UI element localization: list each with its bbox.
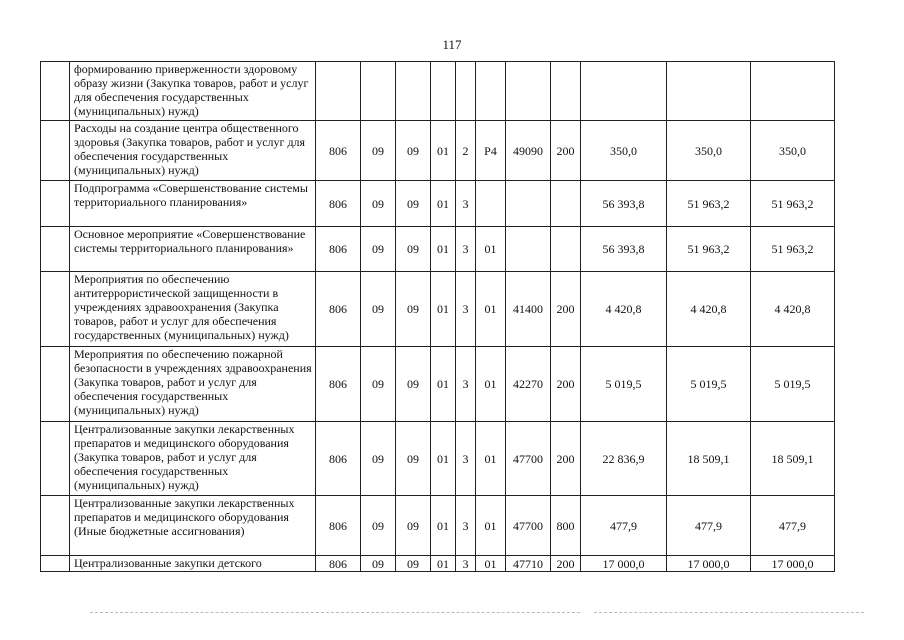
row-name: Мероприятия по обеспечению антитеррористической защищенности в учреждениях здравоохранения (Закупка товаров, работ и услуг для обеспечения государственных (муниципальных) нужд) bbox=[70, 272, 316, 347]
csr-cell-4 bbox=[506, 181, 551, 227]
csr-cell-1: 01 bbox=[431, 496, 456, 556]
page-number: 117 bbox=[442, 37, 462, 52]
rz-cell: 09 bbox=[361, 227, 396, 272]
sum-cell-2: 17 000,0 bbox=[667, 556, 751, 572]
csr-cell-1: 01 bbox=[431, 556, 456, 572]
pr-cell: 09 bbox=[396, 496, 431, 556]
rz-cell: 09 bbox=[361, 181, 396, 227]
sum-cell-3: 350,0 bbox=[751, 121, 835, 181]
table-row bbox=[41, 62, 835, 121]
ved-cell bbox=[316, 62, 361, 121]
table-row bbox=[41, 121, 835, 181]
vr-cell: 800 bbox=[551, 496, 581, 556]
csr-cell-1: 01 bbox=[431, 272, 456, 347]
ved-cell: 806 bbox=[316, 556, 361, 572]
csr-cell-2: 3 bbox=[456, 347, 476, 422]
csr-cell-1: 01 bbox=[431, 347, 456, 422]
vr-cell bbox=[551, 227, 581, 272]
table-row bbox=[41, 496, 835, 556]
rz-cell: 09 bbox=[361, 272, 396, 347]
row-name: Основное мероприятие «Совершенствование системы территориального планирования» bbox=[70, 227, 316, 272]
sum-cell-3: 5 019,5 bbox=[751, 347, 835, 422]
empty-cell bbox=[41, 272, 70, 347]
empty-cell bbox=[41, 347, 70, 422]
sum-cell-1: 5 019,5 bbox=[581, 347, 667, 422]
rz-cell: 09 bbox=[361, 496, 396, 556]
ved-cell: 806 bbox=[316, 181, 361, 227]
csr-cell-4: 47710 bbox=[506, 556, 551, 572]
csr-cell-3: 01 bbox=[476, 227, 506, 272]
csr-cell-1 bbox=[431, 62, 456, 121]
csr-cell-2: 3 bbox=[456, 422, 476, 496]
csr-cell-4: 42270 bbox=[506, 347, 551, 422]
sum-cell-2: 18 509,1 bbox=[667, 422, 751, 496]
pr-cell: 09 bbox=[396, 181, 431, 227]
sum-cell-2: 5 019,5 bbox=[667, 347, 751, 422]
csr-cell-1: 01 bbox=[431, 422, 456, 496]
empty-cell bbox=[41, 121, 70, 181]
csr-cell-2: 2 bbox=[456, 121, 476, 181]
csr-cell-2: 3 bbox=[456, 496, 476, 556]
csr-cell-3: 01 bbox=[476, 347, 506, 422]
empty-cell bbox=[41, 422, 70, 496]
table-row bbox=[41, 272, 835, 347]
csr-cell-3: P4 bbox=[476, 121, 506, 181]
csr-cell-4 bbox=[506, 227, 551, 272]
csr-cell-3: 01 bbox=[476, 496, 506, 556]
scan-edge-line bbox=[90, 612, 580, 613]
table-row bbox=[41, 181, 835, 227]
csr-cell-4 bbox=[506, 62, 551, 121]
sum-cell-2: 4 420,8 bbox=[667, 272, 751, 347]
row-name: Централизованные закупки детского bbox=[70, 556, 316, 572]
pr-cell: 09 bbox=[396, 556, 431, 572]
sum-cell-1 bbox=[581, 62, 667, 121]
table-row bbox=[41, 227, 835, 272]
csr-cell-1: 01 bbox=[431, 181, 456, 227]
table-row bbox=[41, 556, 835, 572]
csr-cell-3: 01 bbox=[476, 422, 506, 496]
csr-cell-1: 01 bbox=[431, 121, 456, 181]
table-row bbox=[41, 347, 835, 422]
csr-cell-2: 3 bbox=[456, 272, 476, 347]
vr-cell: 200 bbox=[551, 272, 581, 347]
sum-cell-2: 350,0 bbox=[667, 121, 751, 181]
table-row bbox=[41, 422, 835, 496]
ved-cell: 806 bbox=[316, 422, 361, 496]
vr-cell: 200 bbox=[551, 121, 581, 181]
ved-cell: 806 bbox=[316, 227, 361, 272]
row-name: Подпрограмма «Совершенствование системы территориального планирования» bbox=[70, 181, 316, 227]
pr-cell: 09 bbox=[396, 121, 431, 181]
sum-cell-2: 477,9 bbox=[667, 496, 751, 556]
sum-cell-3: 4 420,8 bbox=[751, 272, 835, 347]
sum-cell-2 bbox=[667, 62, 751, 121]
sum-cell-3: 51 963,2 bbox=[751, 181, 835, 227]
rz-cell bbox=[361, 62, 396, 121]
sum-cell-1: 17 000,0 bbox=[581, 556, 667, 572]
csr-cell-4: 49090 bbox=[506, 121, 551, 181]
rz-cell: 09 bbox=[361, 347, 396, 422]
csr-cell-4: 41400 bbox=[506, 272, 551, 347]
csr-cell-1: 01 bbox=[431, 227, 456, 272]
sum-cell-1: 22 836,9 bbox=[581, 422, 667, 496]
csr-cell-4: 47700 bbox=[506, 496, 551, 556]
csr-cell-2: 3 bbox=[456, 556, 476, 572]
pr-cell: 09 bbox=[396, 422, 431, 496]
ved-cell: 806 bbox=[316, 272, 361, 347]
scan-edge-line bbox=[594, 612, 864, 613]
sum-cell-3: 17 000,0 bbox=[751, 556, 835, 572]
pr-cell: 09 bbox=[396, 227, 431, 272]
sum-cell-3 bbox=[751, 62, 835, 121]
sum-cell-3: 477,9 bbox=[751, 496, 835, 556]
empty-cell bbox=[41, 227, 70, 272]
vr-cell bbox=[551, 62, 581, 121]
empty-cell bbox=[41, 496, 70, 556]
csr-cell-2: 3 bbox=[456, 227, 476, 272]
sum-cell-1: 4 420,8 bbox=[581, 272, 667, 347]
csr-cell-4: 47700 bbox=[506, 422, 551, 496]
vr-cell: 200 bbox=[551, 422, 581, 496]
csr-cell-3 bbox=[476, 181, 506, 227]
rz-cell: 09 bbox=[361, 556, 396, 572]
sum-cell-1: 56 393,8 bbox=[581, 227, 667, 272]
row-name: Централизованные закупки лекарственных препаратов и медицинского оборудования (Закупка товаров, работ и услуг для обеспечения государственных (муниципальных) нужд) bbox=[70, 422, 316, 496]
sum-cell-2: 51 963,2 bbox=[667, 227, 751, 272]
pr-cell: 09 bbox=[396, 347, 431, 422]
ved-cell: 806 bbox=[316, 121, 361, 181]
row-name: Централизованные закупки лекарственных препаратов и медицинского оборудования (Иные бюджетные ассигнования) bbox=[70, 496, 316, 556]
empty-cell bbox=[41, 62, 70, 121]
sum-cell-3: 51 963,2 bbox=[751, 227, 835, 272]
row-name: Мероприятия по обеспечению пожарной безопасности в учреждениях здравоохранения (Закупка товаров, работ и услуг для обеспечения государственных (муниципальных) нужд) bbox=[70, 347, 316, 422]
sum-cell-1: 477,9 bbox=[581, 496, 667, 556]
vr-cell: 200 bbox=[551, 347, 581, 422]
csr-cell-3 bbox=[476, 62, 506, 121]
row-name: формированию приверженности здоровому образу жизни (Закупка товаров, работ и услуг для обеспечения государственных (муниципальных) нужд) bbox=[70, 62, 316, 121]
pr-cell bbox=[396, 62, 431, 121]
vr-cell: 200 bbox=[551, 556, 581, 572]
sum-cell-3: 18 509,1 bbox=[751, 422, 835, 496]
csr-cell-2 bbox=[456, 62, 476, 121]
rz-cell: 09 bbox=[361, 121, 396, 181]
csr-cell-3: 01 bbox=[476, 272, 506, 347]
rz-cell: 09 bbox=[361, 422, 396, 496]
ved-cell: 806 bbox=[316, 347, 361, 422]
csr-cell-2: 3 bbox=[456, 181, 476, 227]
empty-cell bbox=[41, 181, 70, 227]
pr-cell: 09 bbox=[396, 272, 431, 347]
vr-cell bbox=[551, 181, 581, 227]
sum-cell-1: 350,0 bbox=[581, 121, 667, 181]
sum-cell-1: 56 393,8 bbox=[581, 181, 667, 227]
row-name: Расходы на создание центра общественного здоровья (Закупка товаров, работ и услуг для обеспечения государственных (муниципальных) нужд) bbox=[70, 121, 316, 181]
ved-cell: 806 bbox=[316, 496, 361, 556]
budget-table bbox=[40, 61, 835, 572]
empty-cell bbox=[41, 556, 70, 572]
sum-cell-2: 51 963,2 bbox=[667, 181, 751, 227]
csr-cell-3: 01 bbox=[476, 556, 506, 572]
